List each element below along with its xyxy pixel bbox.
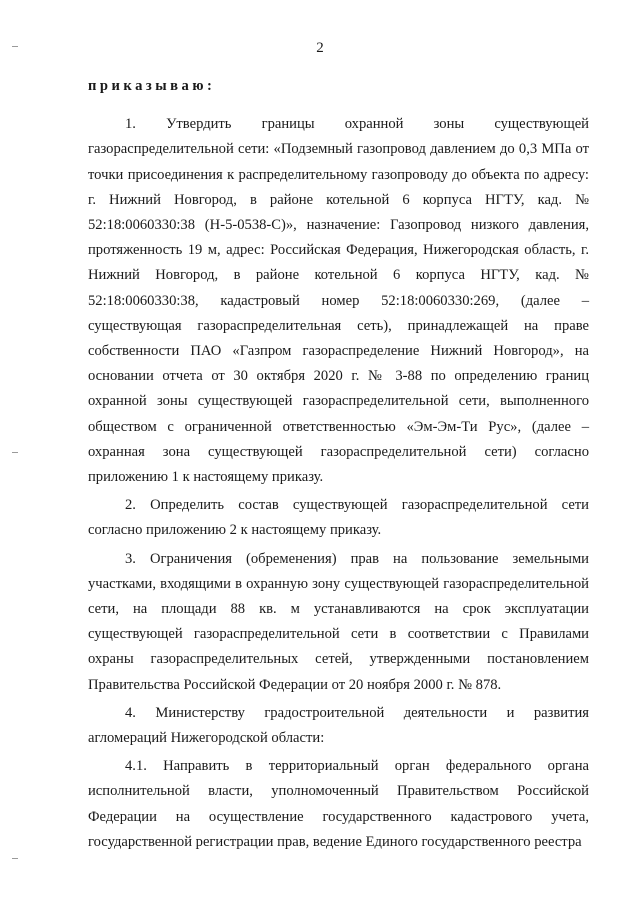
- order-heading: приказываю:: [88, 78, 216, 94]
- paragraph-2: 2. Определить состав существующей газораспределительной сети согласно приложению 2 к настоящему приказу.: [88, 497, 589, 539]
- paragraph-3: 3. Ограничения (обременения) прав на пользование земельными участками, входящими в охранную зону существующей газораспределительной сети, на площади 88 кв. м устанавливаются на срок эксплуатации существующей газораспределительной сети в соответствии с Правилами охраны газораспределительных сетей, утвержденными постановлением Правительства Российской Федерации от 20 ноября 2000 г. № 878.: [88, 550, 589, 693]
- scan-edge-mark: [12, 452, 18, 453]
- scan-edge-mark: [12, 858, 18, 859]
- paragraph-4: 4. Министерству градостроительной деятельности и развития агломераций Нижегородской области:: [88, 704, 589, 747]
- page-number: 2: [316, 40, 324, 56]
- paragraph-1: 1. Утвердить границы охранной зоны существующей газораспределительной сети: «Подземный газопровод давлением до 0,3 МПа от точки присоединения к распределительному газопроводу до объекта по адресу: г. Нижний Новгород, в районе котельной 6 корпуса НГТУ, кад. № 52:18:0060330:38 (Н-5-0538-С)», назначение: Газопровод низкого давления, протяженность 19 м, адрес: Российская Федерация, Нижегородская область, г. Нижний Новгород, в районе котельной 6 корпуса НГТУ, кад. № 52:18:0060330:38, кадастровый номер 52:18:0060330:269, (далее – существующая газораспределительная сеть), принадлежащей на праве собственности ПАО «Газпром газораспределение Нижний Новгород», на основании отчета от 30 октября 2020 г. № 3-88 по определению границ охранной зоны существующей газораспределительной сети, выполненного обществом с ограниченной ответственностью «Эм-Эм-Ти Рус», (далее – охранная зона существующей газораспределительной сети) согласно приложению 1 к настоящему приказу.: [88, 116, 589, 486]
- document-body: [88, 74, 589, 857]
- paragraph-4-1: 4.1. Направить в территориальный орган федерального органа исполнительной власти, уполномоченный Правительством Российской Федерации на осуществление государственного кадастрового учета, государственной регистрации прав, ведение Единого государственного реестра: [88, 758, 589, 850]
